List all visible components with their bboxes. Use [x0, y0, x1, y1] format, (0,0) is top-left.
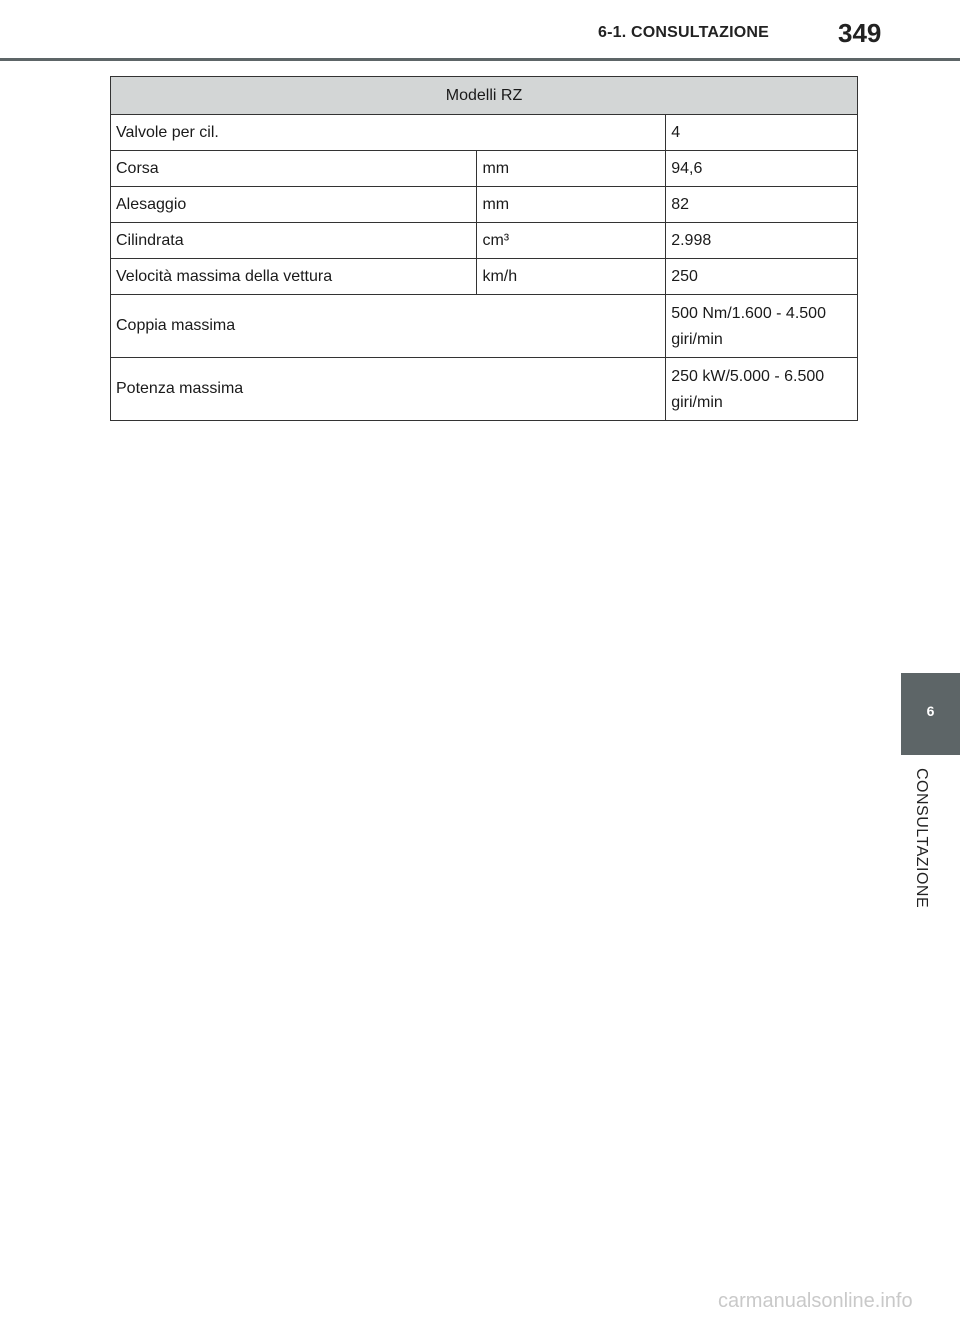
value-line: 500 Nm/1.600 - 4.500: [671, 305, 826, 322]
row-unit: cm³: [477, 223, 666, 259]
row-label: Potenza massima: [111, 358, 666, 421]
value-line: 250 kW/5.000 - 6.500: [671, 368, 825, 385]
watermark: carmanualsonline.info: [718, 1290, 913, 1312]
page-number: 349: [838, 18, 882, 48]
chapter-label: CONSULTAZIONE: [913, 768, 930, 909]
row-label: Coppia massima: [111, 295, 666, 358]
row-value: [666, 295, 858, 358]
row-label: Velocità massima della vettura: [111, 259, 477, 295]
table-header-row: [111, 77, 858, 115]
table-row: [111, 187, 858, 223]
table-title: Modelli RZ: [111, 77, 858, 115]
table-row: [111, 358, 858, 421]
section-title: 6-1. CONSULTAZIONE: [598, 24, 770, 41]
row-label: Valvole per cil.: [111, 115, 666, 151]
row-label: Cilindrata: [111, 223, 477, 259]
specifications-table: [110, 76, 858, 421]
page-header: [0, 0, 960, 62]
row-value: 4: [666, 115, 858, 151]
row-value: 82: [666, 187, 858, 223]
row-unit: mm: [477, 187, 666, 223]
row-value: [666, 358, 858, 421]
row-unit: mm: [477, 151, 666, 187]
table-row: [111, 151, 858, 187]
value-line: giri/min: [671, 394, 723, 411]
value-line: giri/min: [671, 331, 723, 348]
chapter-tab: [901, 673, 960, 755]
chapter-number: 6: [926, 703, 935, 719]
row-label: Alesaggio: [111, 187, 477, 223]
table-row: [111, 115, 858, 151]
header-divider: [0, 58, 960, 61]
row-value: 2.998: [666, 223, 858, 259]
table-row: [111, 259, 858, 295]
row-value: 94,6: [666, 151, 858, 187]
table-row: [111, 295, 858, 358]
row-label: Corsa: [111, 151, 477, 187]
row-value: 250: [666, 259, 858, 295]
table-row: [111, 223, 858, 259]
row-unit: km/h: [477, 259, 666, 295]
